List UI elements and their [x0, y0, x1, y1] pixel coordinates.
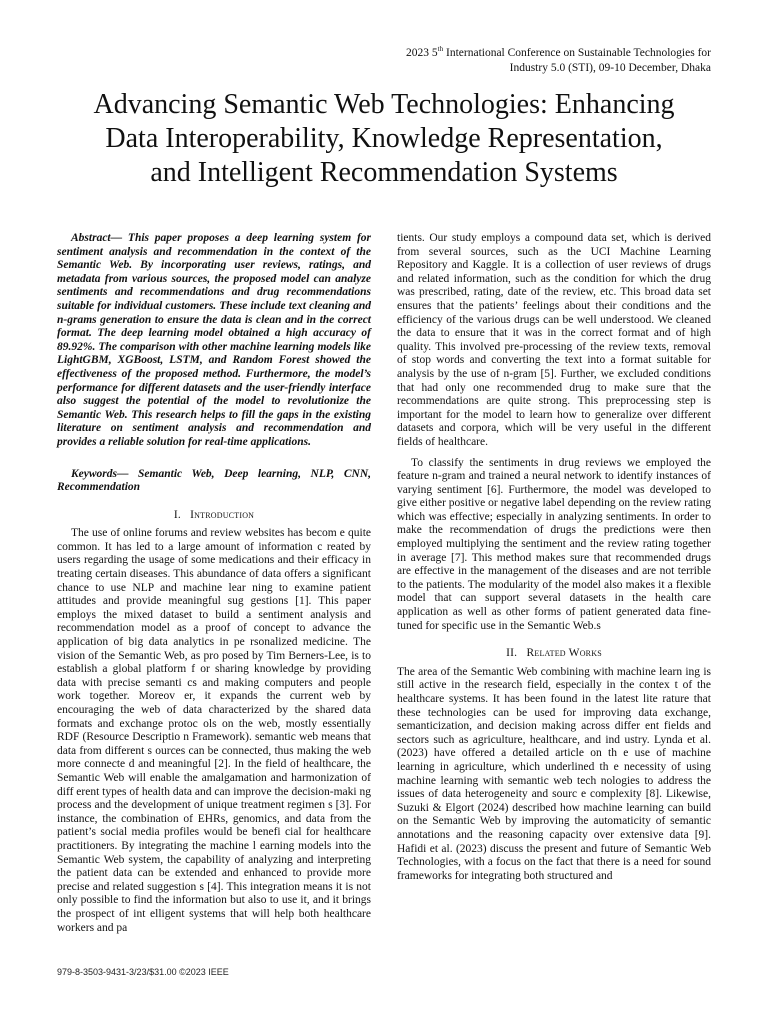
related-works-paragraph-1: The area of the Semantic Web combining with machine learn ing is still active in the research field, especially in the contex t of the healthcare systems. It has been found in the latest lite rature that these technologies can be used for improving data exchange, semanticization, and decision making across differ ent fields and sectors such as agriculture, healthcare, and ind ustry. Lynda et al. (2023) have offered a detailed article on th e use of machine learning in agriculture, which underlined th e necessity of using machine learning with semantic web tech nologies to address the issues of data heterogeneity and sourc e complexity [8]. Likewise, Suzuki & Elgort (2024) described how machine learning can build on the Semantic Web by improving the automaticity of semantic annotations and the reasoning capacity over extensive data [9]. Hafidi et al. (2023) discuss the present and future of Semantic Web Technologies, with a focus on the fact that there is a need for sound frameworks for integrating both structured and [397, 665, 711, 882]
section-numeral: II. [506, 647, 518, 660]
keywords [57, 468, 371, 495]
section-title: Related Works [526, 647, 602, 660]
section-numeral: I. [173, 508, 181, 521]
title-line-1: Advancing Semantic Web Technologies: Enhancing [93, 89, 675, 120]
keywords-label: Keywords— [71, 467, 129, 480]
conference-header [331, 42, 711, 76]
intro-paragraph-2: To classify the sentiments in drug reviews we employed the feature n-gram and trained a neural network to identify instances of varying sentiment [6]. Furthermore, the model was developed to give either positive or negative label depending on the review rating which was effective; especially in analyzing sentiments. In order to make the recommendation of drugs the predictions were then employed multiplying the sentiment and the review rating together in average [7]. This method makes sure that recommended drugs are effective in the management of the diseases and are not terrible to the patients. The modularity of the model also makes it a flexible model that can support several datasets in the health care application as well as other forms of patient generated data fine-tuned for specific use in the Semantic Web.s [397, 456, 711, 632]
keywords-text: Semantic Web, Deep learning, NLP, CNN, Recommendation [57, 467, 371, 494]
conference-line-1: 2023 5th International Conference on Sustainable Technologies for [406, 45, 711, 59]
title-line-3: and Intelligent Recommendation Systems [150, 157, 618, 188]
conference-line-2: Industry 5.0 (STI), 09-10 December, Dhaka [509, 61, 711, 74]
copyright-footer: 979-8-3503-9431-3/23/$31.00 ©2023 IEEE [57, 967, 229, 977]
right-column [397, 232, 711, 883]
left-column [57, 232, 371, 935]
section-title: Introduction [190, 508, 255, 521]
intro-paragraph-1-continued: tients. Our study employs a compound data set, which is derived from several sources, such as the UCI Machine Learning Repository and Kaggle. It is a collection of user reviews of drugs and related information, such as the condition for which the drug was prescribed, rating, date of the review, etc. This broad data set ensures that the patients’ feelings about their conditions and the efficiency of the various drugs can be well understood. We cleaned the data to ensure that it was in the correct format and of high quality. This involved pre-processing of the review texts, removal of stop words and converting the text into a format suitable for analysis by the use of n-gram [5]. Further, we excluded conditions that had only one recommended drug to make sure that the recommendations are quite strong. This preprocessing step is important for the model to learn how to generalize over different datasets and corpora, which will be very useful in the different fields of healthcare. [397, 232, 711, 448]
abstract [57, 232, 371, 450]
section-heading-related-works [397, 647, 711, 661]
title-line-2: Data Interoperability, Knowledge Representation, [105, 123, 663, 154]
paper-title [40, 88, 728, 190]
section-heading-introduction [57, 509, 371, 523]
abstract-label: Abstract— [71, 232, 123, 244]
intro-paragraph-1: The use of online forums and review websites has becom e quite common. It has led to a large amount of information c reated by users regarding the usage of some medications and their efficacy in treating certain diseases. This abundance of data offers a significant chance to use NLP and machine lear ning to examine patient attitudes and provide meaningful sug gestions [1]. This paper employs the mixed dataset to build a sentiment analysis and recommendation model as a proof of concept to advance the application of big data analytics in pe rsonalized medicine. The vision of the Semantic Web, as pro posed by Tim Berners-Lee, is to establish a global platform f or sharing knowledge by providing data with precise semanti cs and making computers and people work together. Moreov er, it expands the current web by encouraging the web of data characterized by the shared data formats and exchange protoc ols on the web, mostly essentially RDF (Resource Descriptio n Framework). semantic web means that data from different s ources can be connected, thus making the web more connecte d and meaningful [2]. In the field of healthcare, the Semantic Web will enable the amalgamation and harmonization of diff erent types of health data and can improve the decision-maki ng process and the development of unique treatment regimen s [3]. For instance, the combination of EHRs, genomics, and data from the patient’s social media profiles would be benefi cial for healthcare practitioners. By integrating the machine l earning models into the Semantic Web system, the capability of analyzing and interpreting the patient data can be extended and enhanced to provide more precise and related suggestion s [4]. This integration means it is not only possible to find the information but also to use it, and it brings the prospect of int elligent systems that will help both healthcare workers and pa [57, 527, 371, 934]
abstract-text: This paper proposes a deep learning system for sentiment analysis and recommendation in the context of the Semantic Web. By incorporating user reviews, ratings, and metadata from various sources, the proposed model can analyze sentiments and recommendations and drug recommendations suitable for individual customers. These include text cleaning and n-grams generation to ensure the data is clean and in the correct format. The deep learning model obtained a high accuracy of 89.92%. The comparison with other machine learning models like LightGBM, XGBoost, LSTM, and Random Forest showed the effectiveness of the proposed method. Furthermore, the model’s performance for different datasets and the user-friendly interface also suggest the potential of the model to revolutionize the Semantic Web. This research helps to fill the gaps in the existing literature on sentiment analysis and recommendation and provides a reliable solution for real-time applications. [57, 232, 371, 448]
